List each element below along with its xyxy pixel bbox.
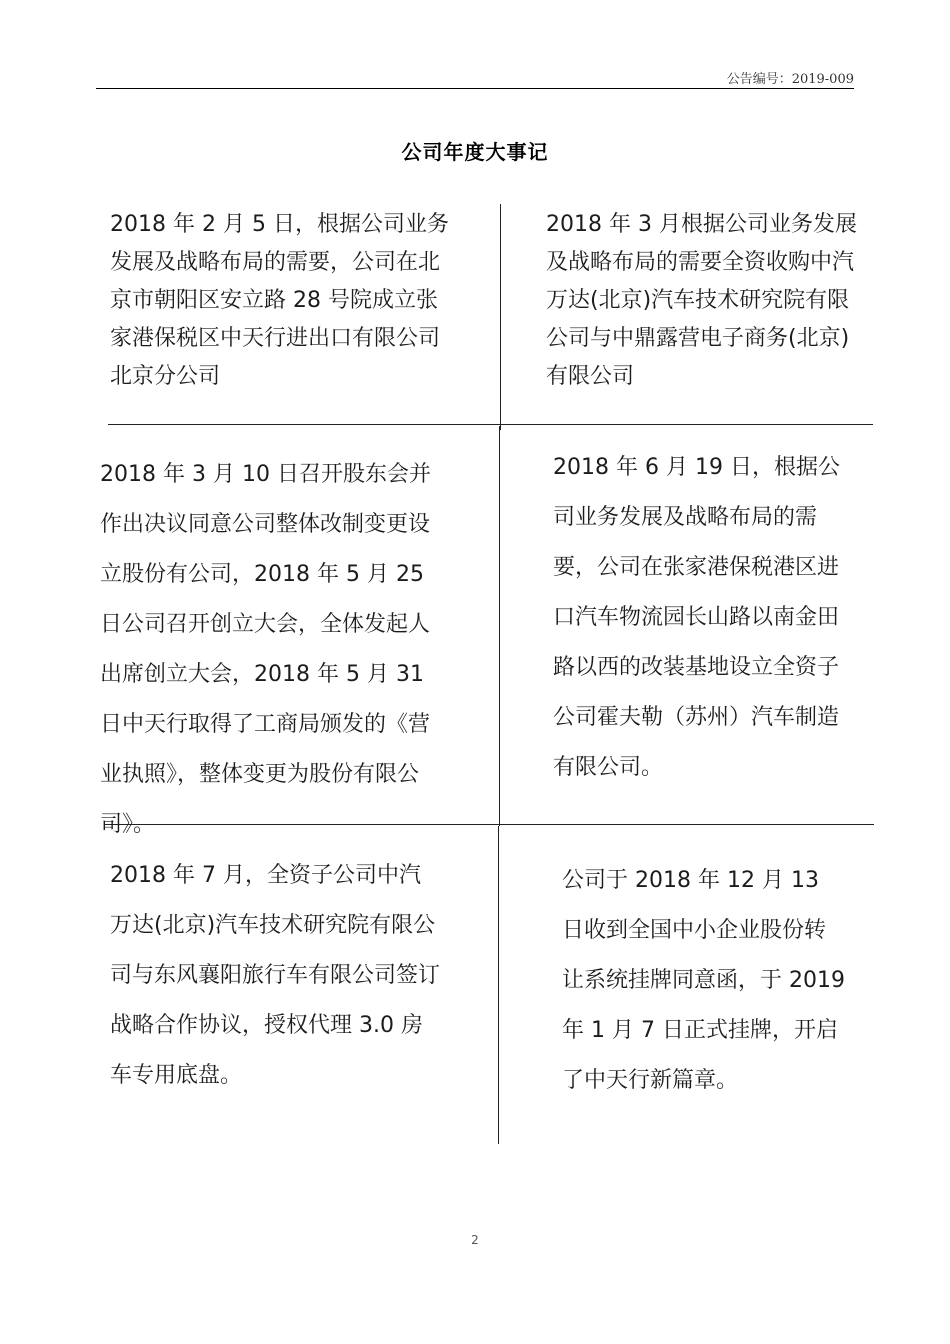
- grid-divider-vertical-bottom: [498, 826, 499, 1144]
- event-cell-2: 2018 年 3 月根据公司业务发展及战略布局的需要全资收购中汽万达(北京)汽车技术研究院有限公司与中鼎露营电子商务(北京)有限公司: [546, 212, 857, 389]
- announcement-number: 公告编号：2019-009: [726, 72, 854, 87]
- grid-divider-vertical-top: [500, 204, 501, 430]
- grid-divider-horizontal-1: [108, 424, 873, 425]
- event-cell-3: 2018 年 3 月 10 日召开股东会并作出决议同意公司整体改制变更设立股份有公司，2018 年 5 月 25 日公司召开创立大会，全体发起人出席创立大会，2018 年 5 月 31 日中天行取得了工商局颁发的《营业执照》，整体变更为股份有限公司》。: [100, 462, 431, 837]
- event-cell-1: 2018 年 2 月 5 日，根据公司业务发展及战略布局的需要，公司在北京市朝阳区安立路 28 号院成立张家港保税区中天行进出口有限公司北京分公司: [110, 212, 449, 389]
- header-rule: [96, 88, 854, 89]
- grid-divider-vertical-middle: [499, 426, 500, 826]
- event-cell-5: 2018 年 7 月，全资子公司中汽万达(北京)汽车技术研究院有限公司与东风襄阳旅行车有限公司签订战略合作协议，授权代理 3.0 房车专用底盘。: [110, 863, 441, 1088]
- page-number: 2: [471, 1233, 479, 1247]
- event-cell-4: 2018 年 6 月 19 日，根据公司业务发展及战略布局的需要，公司在张家港保税港区进口汽车物流园长山路以南金田路以西的改装基地设立全资子公司霍夫勒（苏州）汽车制造有限公司。: [553, 455, 840, 780]
- event-cell-6: 公司于 2018 年 12 月 13 日收到全国中小企业股份转让系统挂牌同意函，于 2019 年 1 月 7 日正式挂牌，开启了中天行新篇章。: [562, 868, 845, 1093]
- page-title: 公司年度大事记: [401, 140, 549, 164]
